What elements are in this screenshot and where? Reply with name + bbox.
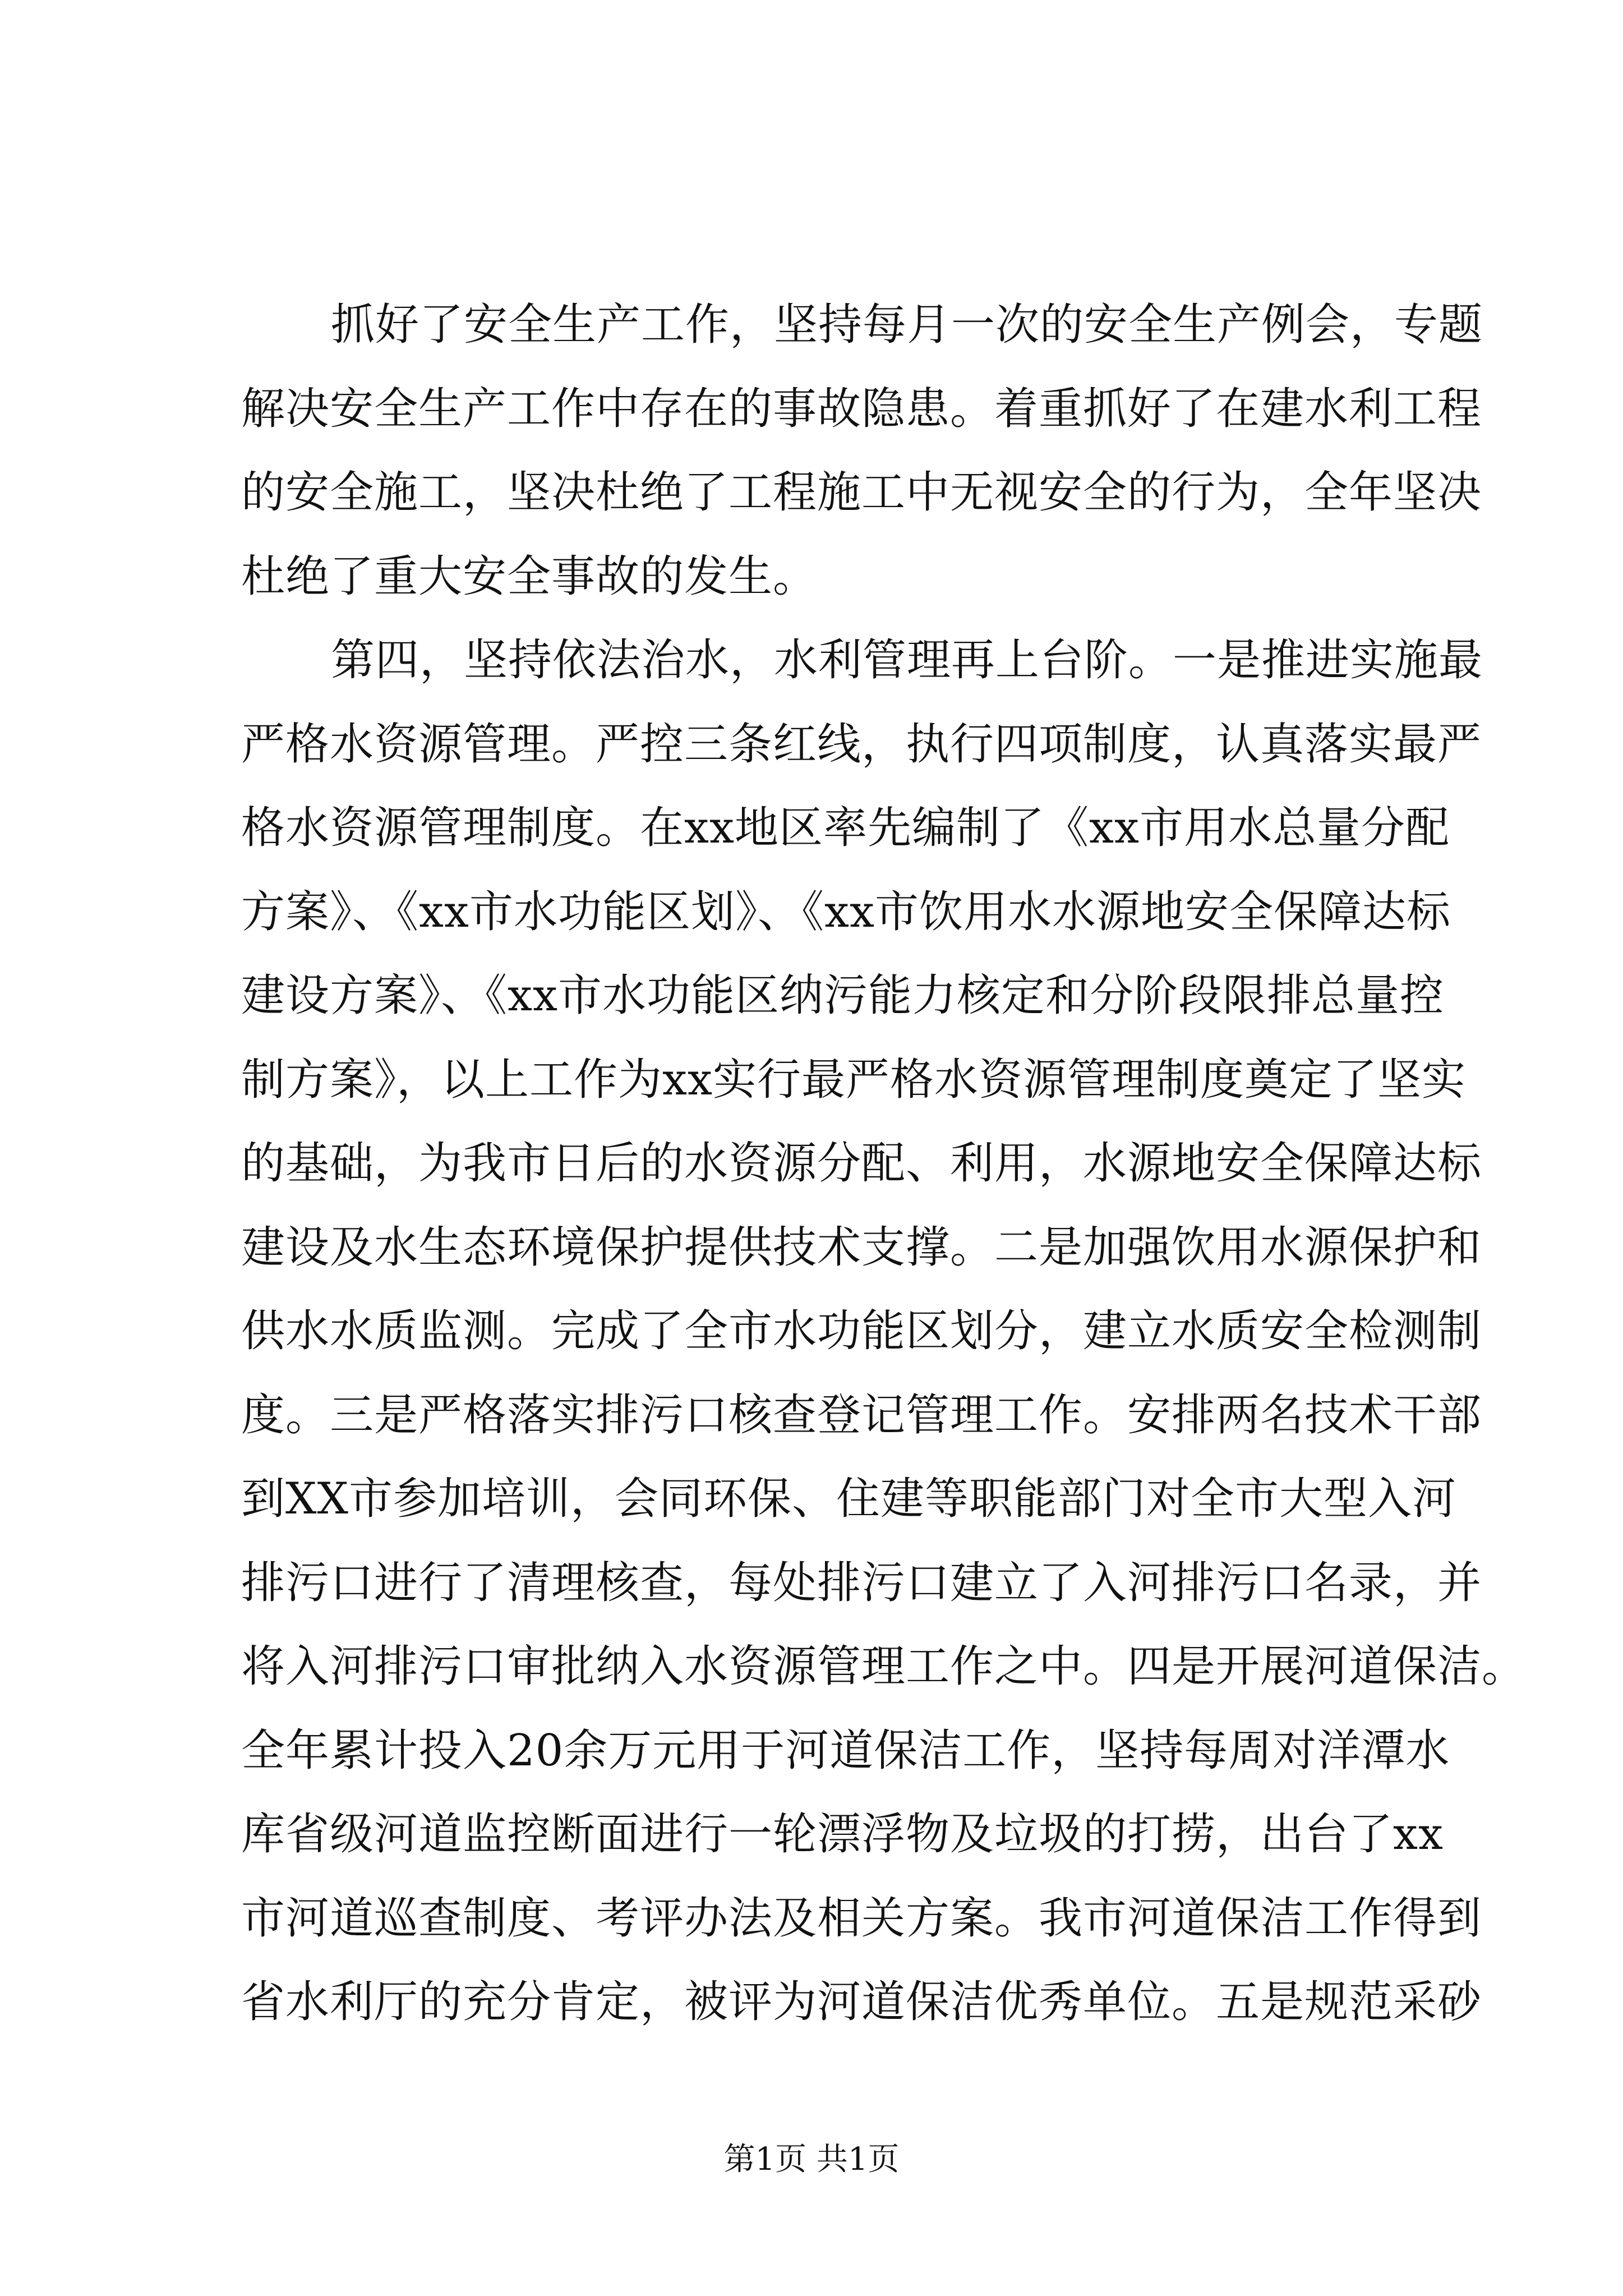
paragraph-line: 格水资源管理制度。在xx地区率先编制了《xx市用水总量分配 (241, 803, 1450, 853)
paragraph-line: 将入河排污口审批纳入水资源管理工作之中。四是开展河道保洁。 (241, 1641, 1527, 1692)
paragraph-line: 制方案》，以上工作为xx实行最严格水资源管理制度奠定了坚实 (241, 1054, 1466, 1105)
page-number-label: 第1页 共1页 (723, 2141, 900, 2178)
paragraph-line: 建设及水生态环境保护提供技术支撑。二是加强饮用水源保护和 (241, 1222, 1482, 1273)
paragraph-line: 建设方案》、《xx市水功能区纳污能力核定和分阶段限排总量控 (241, 970, 1444, 1021)
paragraph-line: 省水利厅的充分肯定，被评为河道保洁优秀单位。五是规范采砂 (241, 1977, 1482, 2027)
paragraph-line: 度。三是严格落实排污口核查登记管理工作。安排两名技术干部 (241, 1389, 1482, 1441)
paragraph-line: 方案》、《xx市水功能区划》、《xx市饮用水水源地安全保障达标 (241, 886, 1451, 937)
paragraph-line: 的安全施工，坚决杜绝了工程施工中无视安全的行为，全年坚决 (241, 467, 1482, 518)
paragraph-line: 排污口进行了清理核查，每处排污口建立了入河排污口名录，并 (241, 1557, 1482, 1608)
paragraph-line: 全年累计投入20余万元用于河道保洁工作，坚持每周对洋潭水 (241, 1725, 1450, 1776)
paragraph-line: 供水水质监测。完成了全市水功能区划分，建立水质安全检测制 (241, 1306, 1482, 1356)
page-footer (0, 2140, 1623, 2179)
paragraph-line: 严格水资源管理。严控三条红线，执行四项制度，认真落实最严 (241, 719, 1482, 770)
paragraph-line: 的基础，为我市日后的水资源分配、利用，水源地安全保障达标 (241, 1138, 1482, 1189)
paragraph-line: 到XX市参加培训，会同环保、住建等职能部门对全市大型入河 (241, 1474, 1457, 1524)
paragraph-line: 抓好了安全生产工作，坚持每月一次的安全生产例会，专题 (331, 300, 1483, 350)
paragraph-line: 杜绝了重大安全事故的发生。 (241, 551, 818, 602)
body-text (241, 283, 1527, 2045)
paragraph-line: 市河道巡查制度、考评办法及相关方案。我市河道保洁工作得到 (241, 1893, 1482, 1944)
paragraph-line: 第四，坚持依法治水，水利管理再上台阶。一是推进实施最 (331, 635, 1483, 685)
paragraph-line: 解决安全生产工作中存在的事故隐患。着重抓好了在建水利工程 (241, 383, 1482, 434)
paragraph-line: 库省级河道监控断面进行一轮漂浮物及垃圾的打捞，出台了xx (241, 1809, 1444, 1860)
